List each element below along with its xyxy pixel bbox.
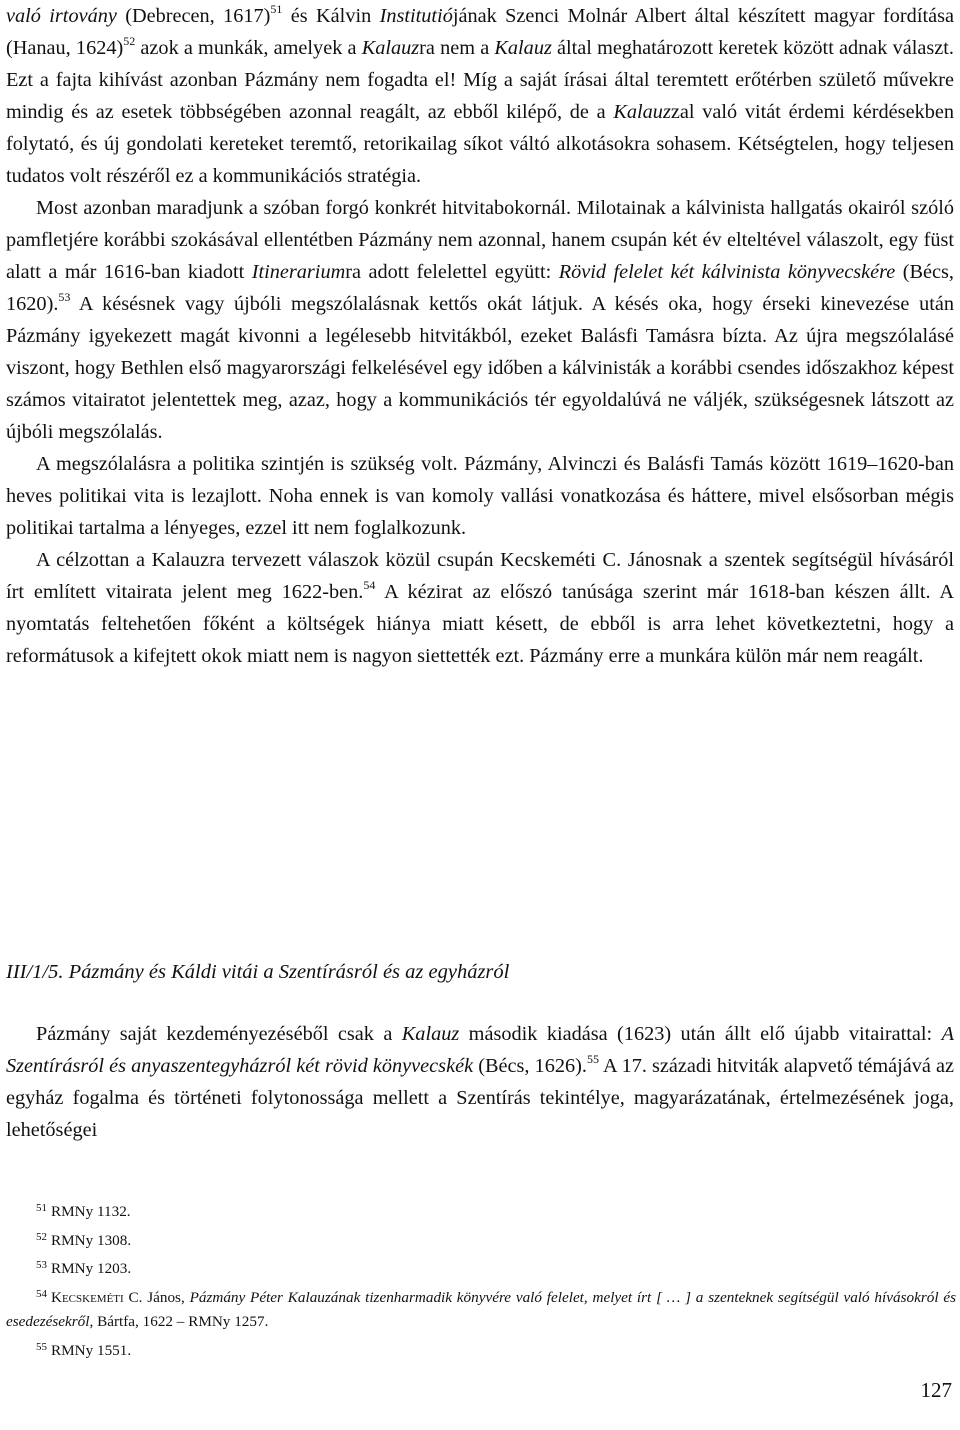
italic-text: Kalauz bbox=[613, 101, 671, 123]
text-run: második kiadása (1623) után állt elő újabb vitairattal: bbox=[459, 1023, 942, 1045]
text-run: A megszólalásra a politika szintjén is szükség volt. Pázmány, Alvinczi és Balásfi Tamás között 1619–1620-ban heves politikai vita is lezajlott. Noha ennek is van komoly vallási vonatkozása és háttere, mivel elsősorban mégis politikai tartalma a lényeges, ezzel itt nem foglalkozunk. bbox=[6, 453, 954, 539]
footnote-reference: 51 bbox=[270, 2, 283, 16]
text-run: azok a munkák, amelyek a bbox=[135, 37, 362, 59]
footnote-54 bbox=[6, 1282, 956, 1335]
page-number: 127 bbox=[920, 1378, 952, 1402]
text-run: A 17. századi hitviták alapvető témájává az egyház fogalma és történeti folytonossága mellett a Szentírás tekintélye, magyarázatának, értelmezésének joga, lehetőségei bbox=[6, 1055, 954, 1141]
italic-text: Rövid felelet két kálvinista könyvecskére bbox=[558, 261, 896, 283]
footnote-number: 52 bbox=[36, 1230, 47, 1243]
text-run: és Kálvin bbox=[282, 5, 380, 27]
italic-text: való irtovány bbox=[6, 5, 117, 27]
text-run: RMNy 1203. bbox=[51, 1260, 132, 1277]
footnotes bbox=[6, 1196, 956, 1363]
text-run: RMNy 1132. bbox=[51, 1203, 131, 1220]
text-run: A célzottan a Kalauzra tervezett válaszok közül csupán Kecskeméti C. Jánosnak a szentek segítségül hívásáról írt említett vitairata jelent meg 1622-ben. bbox=[6, 549, 954, 603]
text-run: zal való vitát érdemi kérdésekben folytató, és új gondolati kereteket teremtő, retorikailag síkot váltó alkotásokra sohasem. Kétségtelen, hogy teljesen tudatos volt részéről ez a kommunikációs stratégia. bbox=[6, 101, 954, 187]
footnote-text bbox=[51, 1203, 131, 1220]
text-run: RMNy 1308. bbox=[51, 1231, 132, 1249]
text-run: ra adott felelettel együtt: bbox=[345, 261, 559, 283]
footnote-55 bbox=[6, 1335, 956, 1364]
text-run: (Bécs, 1620). bbox=[6, 261, 954, 315]
italic-text: A Szentírásról és anyaszentegyházról két rövid könyvecskék bbox=[6, 1023, 954, 1077]
footnote-text bbox=[51, 1260, 131, 1277]
paragraph-4 bbox=[6, 544, 954, 672]
footnote-reference: 53 bbox=[58, 290, 71, 304]
text-run: (Bécs, 1626). bbox=[473, 1055, 587, 1077]
footnote-reference: 52 bbox=[123, 34, 136, 48]
text-run: Most azonban maradjunk a szóban forgó konkrét hitvitabokornál. Milotainak a kálvinista hallgatás okairól szóló pamfletjére korábbi szokásával ellentétben Pázmány nem azonnal, hanem csupán két év elteltével válaszolt, egy füst alatt a már 1616-ban kiadott bbox=[6, 197, 954, 283]
italic-text: Kalauz bbox=[494, 37, 552, 59]
footnote-number: 55 bbox=[36, 1340, 47, 1353]
text-run: János, bbox=[142, 1288, 190, 1306]
footnote-52 bbox=[6, 1225, 956, 1254]
footnote-53 bbox=[6, 1253, 956, 1282]
footnote-text bbox=[6, 1289, 956, 1331]
footnote-reference: 55 bbox=[586, 1052, 599, 1066]
main-text bbox=[6, 0, 954, 672]
text-run: A késésnek vagy újbóli megszólalásnak kettős okát látjuk. A késés oka, hogy érseki kinevezése után Pázmány igyekezett magát kivonni a legélesebb hitvitákból, ezeket Balásfi Tamásra bízta. Az újra megszólalásé viszont, hogy Bethlen első magyarországi felkelésével egy időben a kálvinisták a korábbi csendes időszakhoz képest számos vitairatot jelentettek meg, azaz, hogy a kommunikációs tér egyoldalúvá ne váljék, szükségesnek látszott az újbóli megszólalás. bbox=[6, 293, 954, 443]
footnote-number: 51 bbox=[36, 1202, 47, 1214]
text-run: RMNy 1551. bbox=[51, 1341, 132, 1359]
footnote-51 bbox=[6, 1196, 956, 1225]
footnote-text bbox=[51, 1232, 131, 1249]
italic-text: Pázmány Péter Kalauzának tizenharmadik könyvére való felelet, melyet írt [ … ] a szenteknek segítségül való hívásokról és esedezésekről bbox=[6, 1288, 956, 1330]
italic-text: Itinerarium bbox=[251, 261, 346, 283]
footnote-reference: 54 bbox=[363, 578, 376, 592]
text-run: jának Szenci Molnár Albert által készített magyar fordítása (Hanau, 1624) bbox=[6, 5, 954, 59]
italic-text: Kalauz bbox=[361, 37, 420, 59]
italic-text: Institutió bbox=[379, 5, 453, 27]
text-run: ra nem a bbox=[419, 37, 495, 59]
section-paragraph bbox=[6, 1018, 954, 1146]
section-heading: III/1/5. Pázmány és Káldi vitái a Szentírásról és az egyházról bbox=[6, 961, 510, 983]
paragraph-2 bbox=[6, 192, 954, 448]
text-run: Pázmány saját kezdeményezéséből csak a bbox=[36, 1023, 402, 1045]
text-run: által meghatározott keretek között adnak választ. Ezt a fajta kihívást azonban Pázmány nem fogadta el! Míg a saját írásai által teremtett erőtérben születő művekre mindig és az esetek többségében azonnal reagált, az ebből kilépő, de a bbox=[6, 37, 954, 123]
text-run: , Bártfa, 1622 – RMNy 1257. bbox=[89, 1313, 269, 1330]
italic-text: Kalauz bbox=[401, 1023, 460, 1045]
footnote-number: 53 bbox=[36, 1259, 47, 1271]
text-run: (Debrecen, 1617) bbox=[116, 5, 271, 27]
paragraph-3 bbox=[6, 448, 954, 544]
footnote-number: 54 bbox=[36, 1287, 47, 1300]
section-text bbox=[6, 1018, 954, 1146]
text-run: A kézirat az előszó tanúsága szerint már 1618-ban készen állt. A nyomtatás feltehetően főként a költségek hiánya miatt késett, de ebből is arra lehet következtetni, hogy a reformátusok a kifejtett okok miatt nem is nagyon siettették ezt. Pázmány erre a munkára külön már nem reagált. bbox=[6, 581, 954, 667]
paragraph-1 bbox=[6, 0, 954, 192]
author-name: Kecskeméti C. bbox=[51, 1288, 143, 1306]
footnote-text bbox=[51, 1342, 131, 1359]
